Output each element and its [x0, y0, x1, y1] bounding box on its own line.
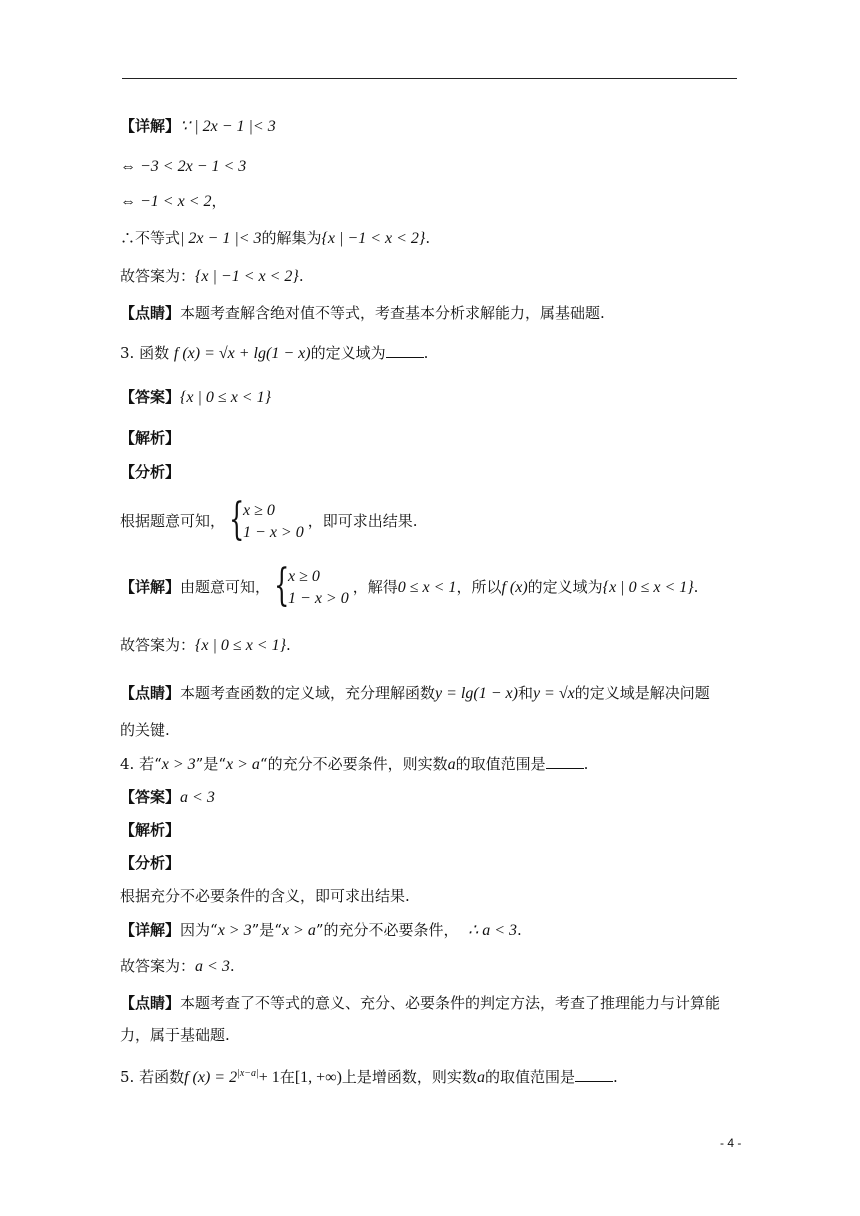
analysis-4	[120, 820, 180, 840]
text: 本题考查了不等式的意义、充分、必要条件的判定方法，考查了推理能力与计算能	[180, 994, 721, 1012]
question-number: 4. 若“	[120, 755, 162, 773]
math: f (x)	[501, 579, 528, 596]
tag-note: 【点睛】	[120, 304, 181, 322]
text: 上是增函数，则实数	[341, 1068, 477, 1086]
sketch-4	[120, 886, 410, 906]
math: a	[447, 756, 456, 773]
math: a < 3	[180, 789, 215, 806]
question-3	[120, 343, 428, 364]
text: “的充分不必要条件，则实数	[259, 755, 448, 773]
text: 在	[279, 1068, 295, 1086]
tag-answer: 【答案】	[120, 788, 181, 806]
text: ”的充分不必要条件，	[315, 921, 459, 939]
text: ，解得	[352, 578, 398, 596]
system-row: 1 − x > 0	[243, 524, 304, 541]
math: x > 3	[217, 922, 252, 939]
answer-4	[120, 787, 215, 808]
line-equiv-1	[120, 156, 246, 177]
math: 0 ≤ x < 1	[397, 579, 457, 596]
math: + 1	[258, 1069, 280, 1086]
tag-analysis: 【解析】	[120, 821, 181, 839]
text: ∴不等式	[120, 229, 181, 247]
math: | 2x − 1 |< 3	[180, 230, 262, 247]
math: ⇔ −3 < 2x − 1 < 3	[120, 158, 247, 175]
line-solution-set	[120, 228, 430, 249]
text: 因为“	[180, 921, 218, 939]
detail-4	[120, 920, 522, 941]
tag-answer: 【答案】	[120, 388, 181, 406]
text: 和	[517, 684, 533, 702]
text: .	[423, 344, 429, 362]
math: ∵ | 2x − 1 |< 3	[180, 118, 276, 135]
answer-blank	[575, 1067, 613, 1082]
text: 故答案为：	[120, 636, 196, 654]
math: x > a	[281, 922, 316, 939]
breakdown-4	[120, 853, 180, 873]
text: 的定义域为	[527, 578, 603, 596]
text: 的取值范围是	[455, 755, 546, 773]
text: ”是“	[195, 755, 226, 773]
text: 故答案为：	[120, 957, 196, 975]
question-4	[120, 754, 588, 775]
equation-system: { x ≥ 0 1 − x > 0	[229, 494, 304, 545]
tag-analysis: 【解析】	[120, 429, 181, 447]
math: a	[476, 1069, 485, 1086]
line-answer-2	[120, 266, 304, 287]
text: .	[693, 578, 699, 596]
note-4a	[120, 993, 720, 1013]
math: {x | 0 ≤ x < 1}	[180, 389, 271, 406]
note-3b	[120, 720, 170, 740]
breakdown-3	[120, 462, 180, 482]
math: f (x) = √x + lg(1 − x)	[173, 345, 311, 362]
detail-3	[120, 560, 699, 611]
question-5	[120, 1064, 618, 1088]
note-4b	[120, 1025, 230, 1045]
math: ⇔ −1 < x < 2	[120, 193, 212, 210]
text: ，所以	[456, 578, 502, 596]
math: ∴ a < 3	[468, 922, 518, 939]
header-rule	[122, 78, 737, 79]
system-row: x ≥ 0	[243, 502, 275, 519]
text: 由题意可知，	[180, 578, 271, 596]
system-row: x ≥ 0	[288, 568, 320, 585]
text: 力，属于基础题.	[120, 1026, 230, 1044]
text: .	[286, 636, 291, 654]
text: 的定义域是解决问题	[574, 684, 710, 702]
answer-blank	[386, 343, 424, 358]
math: a < 3	[195, 958, 230, 975]
tag-breakdown: 【分析】	[120, 463, 181, 481]
text: .	[298, 267, 304, 285]
math: {x | 0 ≤ x < 1}	[195, 637, 286, 654]
tag-detail: 【详解】	[120, 578, 181, 596]
math: x > a	[226, 756, 260, 773]
text: 的关键.	[120, 721, 170, 739]
text: 的取值范围是	[484, 1068, 575, 1086]
answer-line-4	[120, 956, 235, 977]
text: .	[425, 229, 431, 247]
text: 本题考查函数的定义域，充分理解函数	[180, 684, 436, 702]
math: [1, +∞)	[294, 1069, 342, 1086]
text: 的解集为	[261, 229, 322, 247]
question-number: 5. 若函数	[120, 1068, 185, 1086]
question-number: 3. 函数	[120, 344, 170, 362]
analysis-3	[120, 428, 180, 448]
tag-breakdown: 【分析】	[120, 854, 181, 872]
math: f (x) = 2	[184, 1069, 238, 1086]
line-equiv-2	[120, 191, 227, 212]
text: 故答案为：	[120, 267, 196, 285]
line-note-2	[120, 303, 605, 323]
text: .	[229, 957, 235, 975]
text: ”是“	[251, 921, 282, 939]
text: .	[612, 1068, 618, 1086]
text: 根据题意可知，	[120, 512, 226, 530]
exponent: |x−a|	[237, 1068, 259, 1079]
math: {x | 0 ≤ x < 1}	[602, 579, 694, 596]
tag-detail: 【详解】	[120, 921, 181, 939]
tag-detail: 【详解】	[120, 117, 181, 135]
text: .	[517, 921, 522, 939]
math: x > 3	[161, 756, 196, 773]
math: {x | −1 < x < 2}	[195, 268, 299, 285]
system-row: 1 − x > 0	[288, 590, 349, 607]
line-detail-1	[120, 116, 276, 137]
text: .	[583, 755, 589, 773]
answer-line-3	[120, 635, 291, 656]
text: 根据充分不必要条件的含义，即可求出结果.	[120, 887, 410, 905]
text: ，	[211, 192, 227, 210]
tag-note: 【点睛】	[120, 994, 181, 1012]
text: 本题考查解含绝对值不等式，考查基本分析求解能力，属基础题.	[180, 304, 605, 322]
sketch-3	[120, 494, 418, 545]
text: ，即可求出结果.	[307, 512, 418, 530]
text: 的定义域为	[310, 344, 386, 362]
tag-note: 【点睛】	[120, 684, 181, 702]
answer-3	[120, 387, 271, 408]
equation-system: { x ≥ 0 1 − x > 0	[274, 560, 349, 611]
math: y = lg(1 − x)	[435, 685, 518, 702]
math: {x | −1 < x < 2}	[321, 230, 426, 247]
note-3a	[120, 683, 710, 704]
answer-blank	[546, 754, 584, 769]
page-number: - 4 -	[720, 1136, 742, 1150]
math: y = √x	[532, 685, 575, 702]
